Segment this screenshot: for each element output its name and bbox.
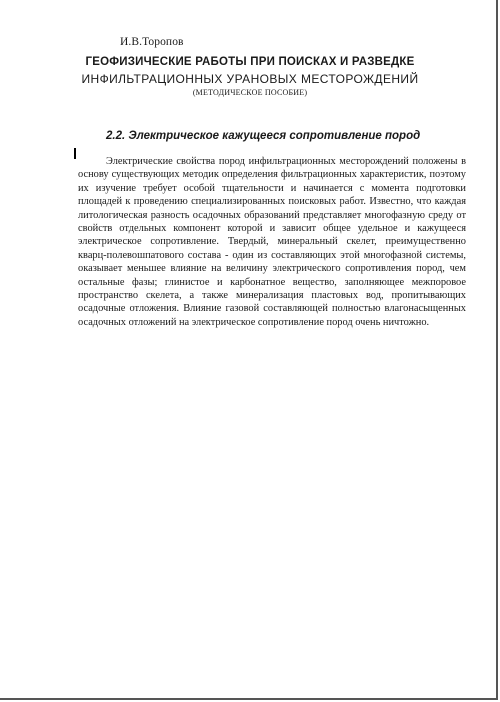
- author-name: И.В.Торопов: [120, 36, 184, 48]
- section-heading: 2.2. Электрическое кажущееся сопротивление пород: [106, 130, 421, 142]
- document-title: ГЕОФИЗИЧЕСКИЕ РАБОТЫ ПРИ ПОИСКАХ И РАЗВЕДКЕ: [85, 56, 415, 68]
- document-title-continuation: ИНФИЛЬТРАЦИОННЫХ УРАНОВЫХ МЕСТОРОЖДЕНИЙ: [81, 72, 419, 86]
- text-cursor: [74, 148, 76, 159]
- body-paragraph[interactable]: Электрические свойства пород инфильтрационных месторождений положены в основу существующих методик определения фильтрационных характеристик, поэтому их изучение требует особой тщательности и начинается с момента подготовки площадей к проведению специализированных поисковых работ. Известно, что каждая литологическая разность осадочных образований представляет многофазную среду от свойств отдельных компонент которой и зависит общее удельное и кажущееся электрическое сопротивление. Твердый, минеральный скелет, преимущественно кварц-полевошпатового состава - один из составляющих этой многофазной системы, оказывает меньшее влияние на величину электрического сопротивления пород, чем остальные фазы; глинистое и карбонатное вещество, заполняющее межпоровое пространство скелета, а также минерализация пластовых вод, пропитывающих осадочные отложения. Влияние газовой составляющей полностью влагонасыщенных осадочных отложений на электрическое сопротивление пород очень ничтожно.: [78, 156, 466, 328]
- document-subtitle: (МЕТОДИЧЕСКОЕ ПОСОБИЕ): [192, 88, 308, 97]
